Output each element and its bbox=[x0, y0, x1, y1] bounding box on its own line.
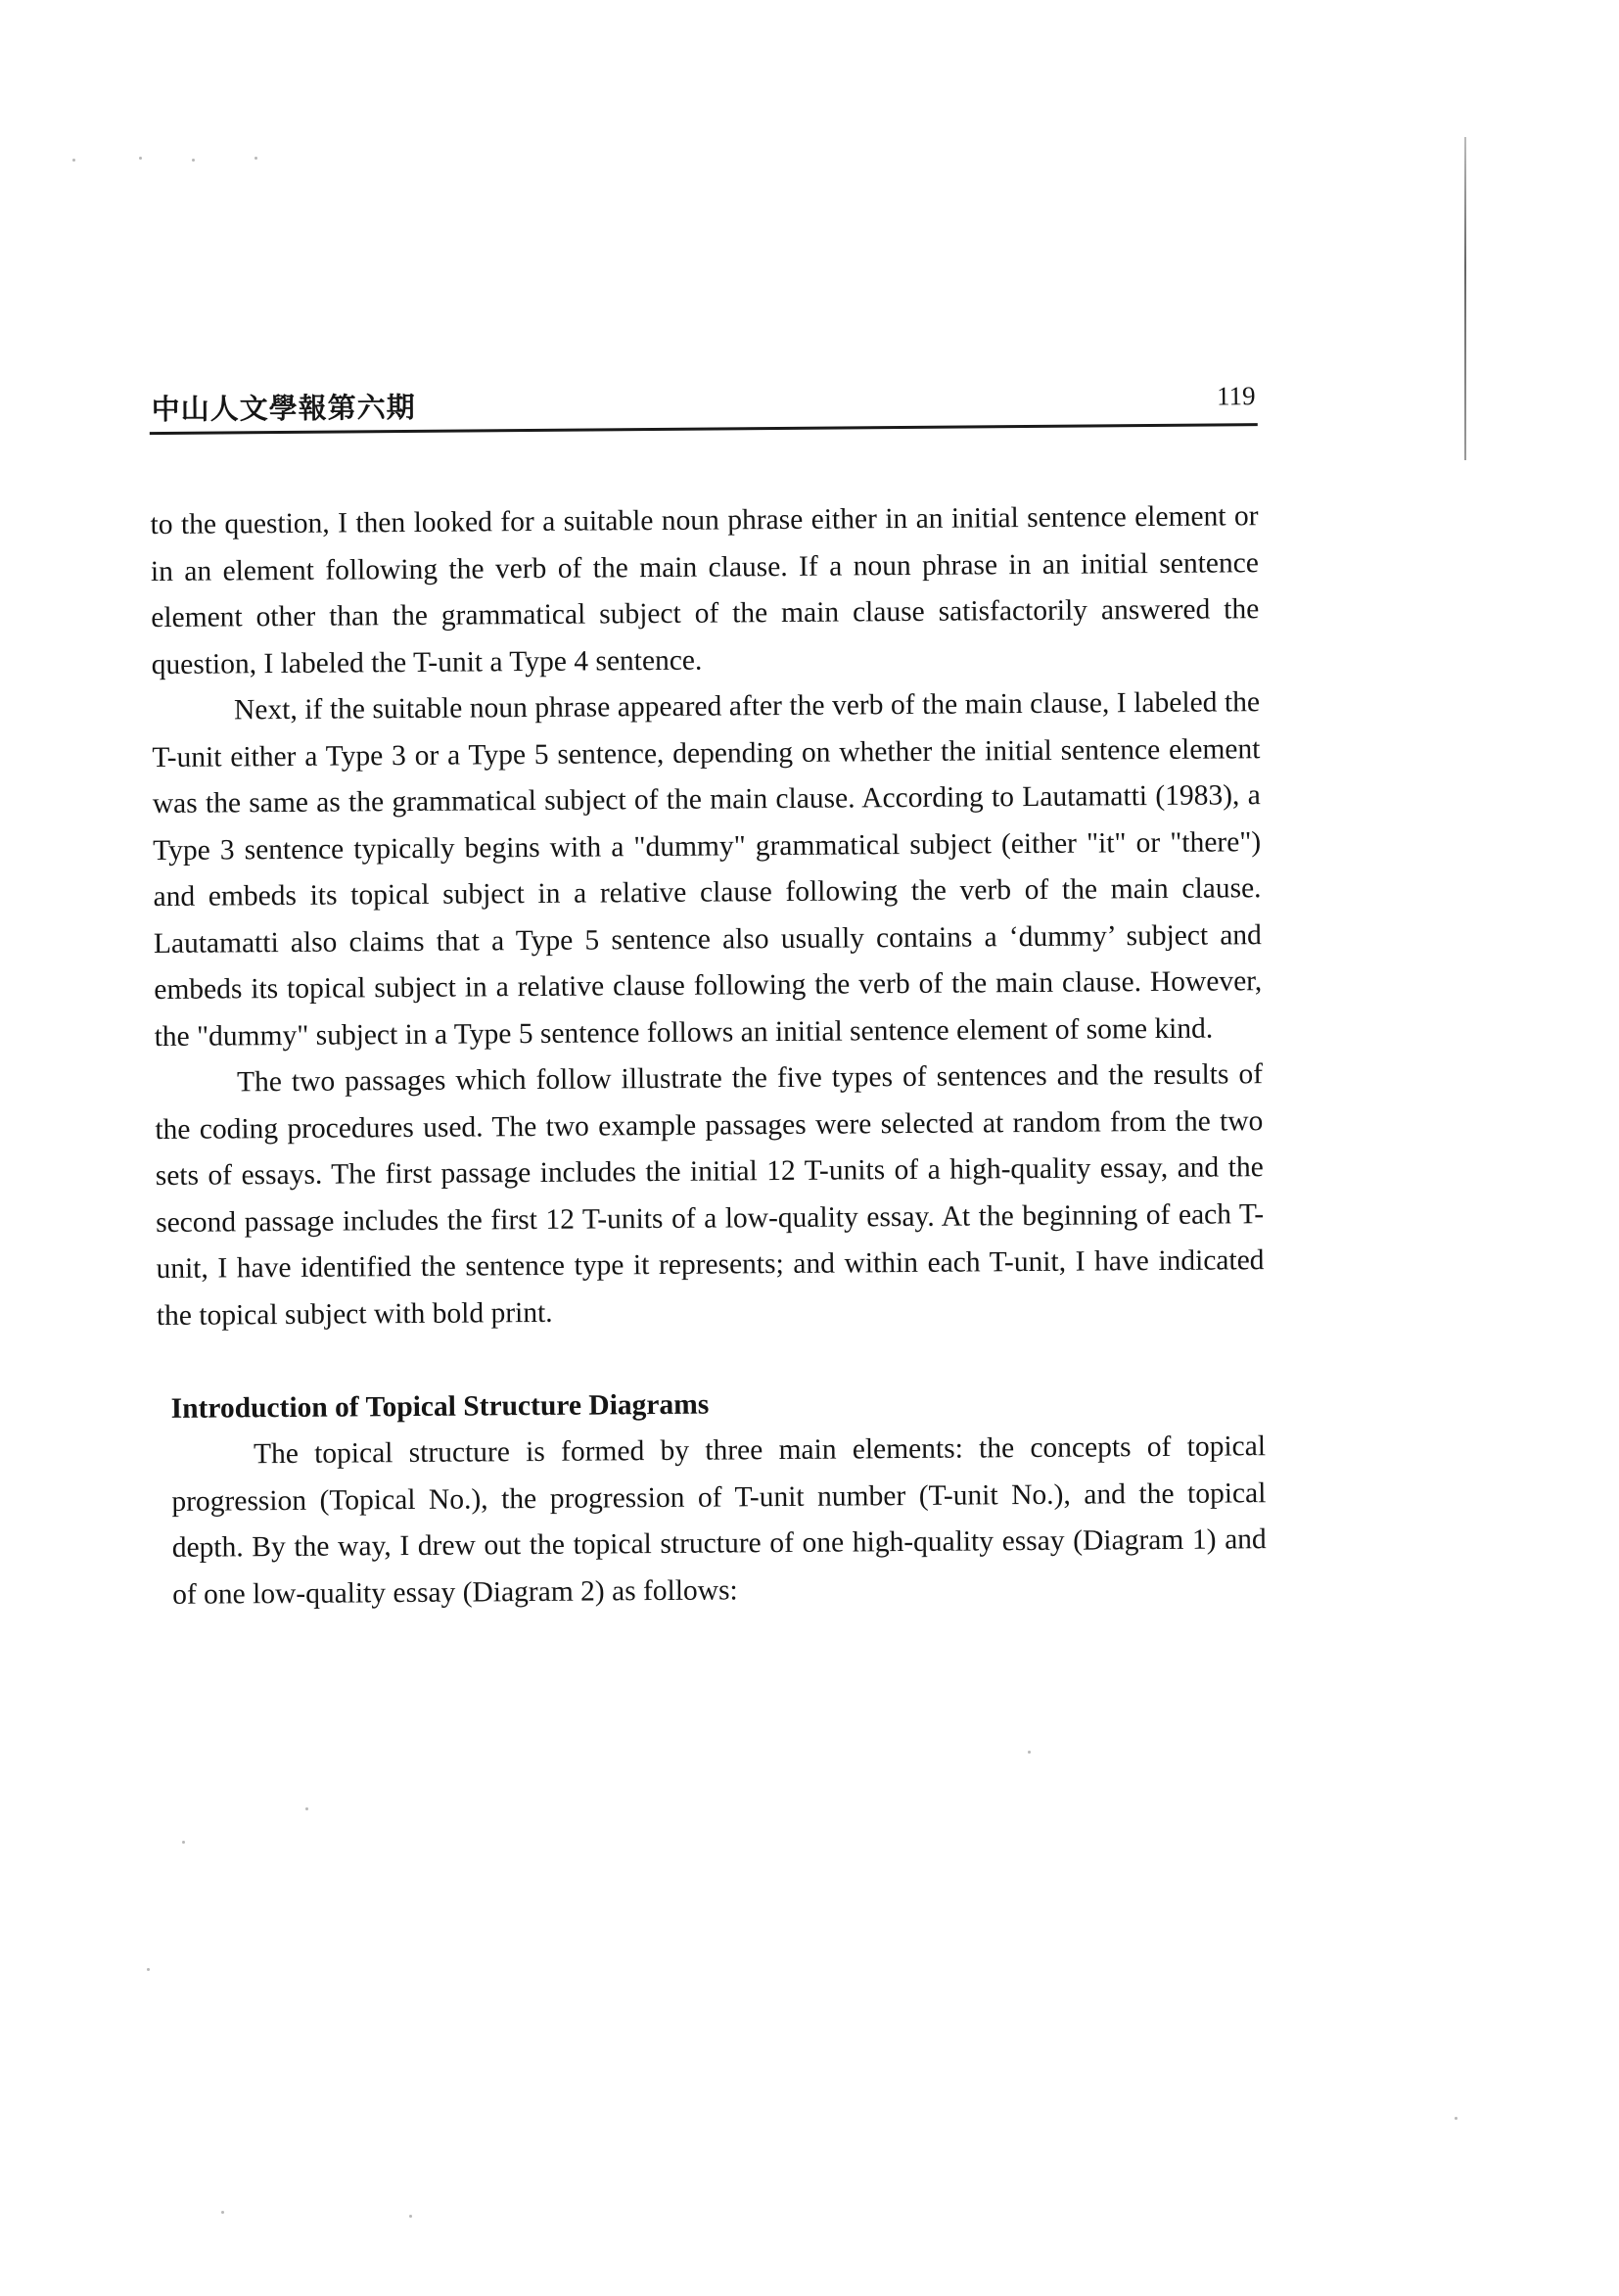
paragraph-topical-structure: The topical structure is formed by three main elements: the concepts of topical progression (Topical No.), the progression of T-unit number (T-unit No.), and the topical depth. By the way, I drew out the topical structure of one high-quality essay (Diagram 1) and of one low-quality essay (Diagram 2) as follows: bbox=[171, 1430, 1267, 1611]
paragraph-example-passages: The two passages which follow illustrate the five types of sentences and the results of the coding procedures used. The two example passages were selected at random from the two sets of essays. The first passage includes the initial 12 T-units of a high-quality essay, and the second passage includes the first 12 T-units of a low-quality essay. At the beginning of each T-unit, I have identified the sentence type it represents; and within each T-unit, I have indicated the topical subject with bold print. bbox=[155, 1058, 1265, 1332]
journal-title: 中山人文學報第六期 bbox=[151, 390, 416, 427]
section-heading: Introduction of Topical Structure Diagrams bbox=[170, 1388, 710, 1425]
page-number: 119 bbox=[1216, 381, 1256, 411]
paragraph-continuation: to the question, I then looked for a suitable noun phrase either in an initial sentence element or in an element following the verb of the main clause. If a noun phrase in an initial sentence element other than the grammatical subject of the main clause satisfactorily answered the question, I labeled the T-unit a Type 4 sentence. bbox=[150, 500, 1260, 680]
paragraph-type-3-5: Next, if the suitable noun phrase appeared after the verb of the main clause, I labeled the T-unit either a Type 3 or a Type 5 sentence, depending on whether the initial sentence element was the same as the grammatical subject of the main clause. According to Lautamatti (1983), a Type 3 sentence typically begins with a "dummy" grammatical subject (either "it" or "there") and embeds its topical subject in a relative clause following the verb of the main clause. Lautamatti also claims that a Type 5 sentence also usually contains a ‘dummy’ subject and embeds its topical subject in a relative clause following the verb of the main clause. However, the "dummy" subject in a Type 5 sentence follows an initial sentence element of some kind. bbox=[152, 686, 1263, 1053]
running-header bbox=[149, 368, 1257, 435]
body-text bbox=[150, 493, 1267, 1618]
